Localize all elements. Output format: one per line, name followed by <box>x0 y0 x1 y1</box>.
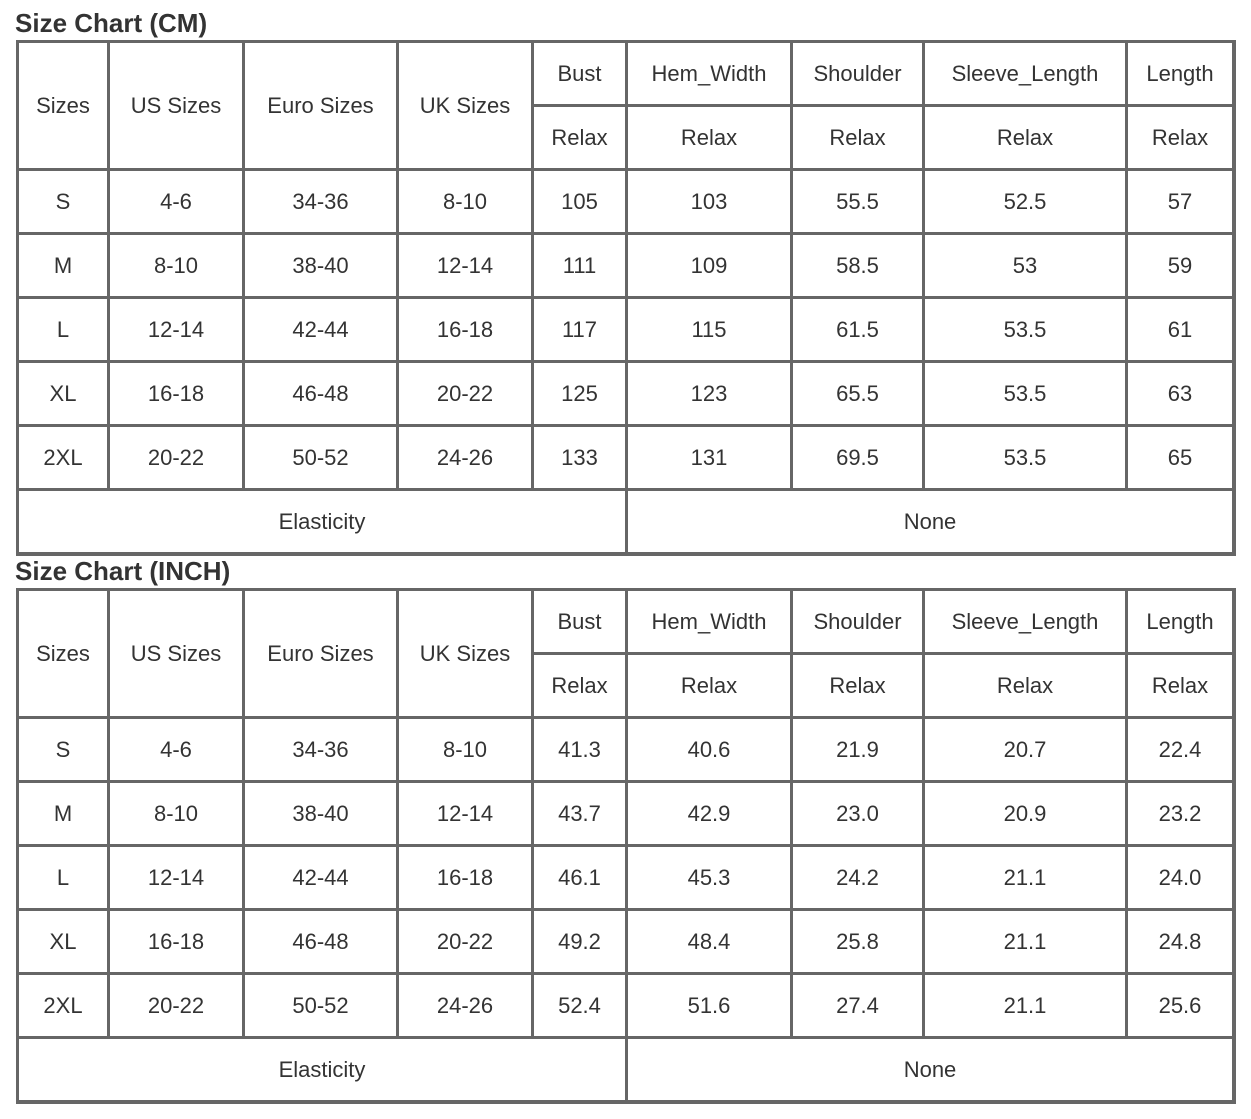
cell-sleeve-length: 20.9 <box>925 783 1128 847</box>
subheader-relax: Relax <box>925 655 1128 719</box>
cell-length: 63 <box>1128 363 1235 427</box>
header-bust: Bust <box>534 43 628 107</box>
cell-size: S <box>19 171 110 235</box>
header-sizes: Sizes <box>19 591 110 719</box>
cell-uk-size: 12-14 <box>399 783 534 847</box>
table-row <box>19 847 1235 911</box>
table-row <box>19 235 1235 299</box>
cell-length: 23.2 <box>1128 783 1235 847</box>
header-bust: Bust <box>534 591 628 655</box>
header-sleeve-length: Sleeve_Length <box>925 43 1128 107</box>
header-us-sizes: US Sizes <box>110 43 245 171</box>
cell-uk-size: 20-22 <box>399 911 534 975</box>
cell-uk-size: 16-18 <box>399 847 534 911</box>
elasticity-value: None <box>628 491 1235 555</box>
cell-euro-size: 42-44 <box>245 299 399 363</box>
cell-hem-width: 42.9 <box>628 783 793 847</box>
cell-sleeve-length: 21.1 <box>925 911 1128 975</box>
cell-hem-width: 115 <box>628 299 793 363</box>
header-length: Length <box>1128 43 1235 107</box>
cell-euro-size: 50-52 <box>245 427 399 491</box>
table-row <box>19 171 1235 235</box>
cell-shoulder: 25.8 <box>793 911 925 975</box>
header-shoulder: Shoulder <box>793 43 925 107</box>
header-euro-sizes: Euro Sizes <box>245 43 399 171</box>
size-chart-inch-table <box>16 588 1236 1104</box>
cell-uk-size: 24-26 <box>399 427 534 491</box>
cell-bust: 46.1 <box>534 847 628 911</box>
cell-us-size: 8-10 <box>110 235 245 299</box>
cell-size: L <box>19 847 110 911</box>
cell-hem-width: 45.3 <box>628 847 793 911</box>
cell-bust: 111 <box>534 235 628 299</box>
cell-size: 2XL <box>19 427 110 491</box>
cell-bust: 105 <box>534 171 628 235</box>
cell-euro-size: 50-52 <box>245 975 399 1039</box>
cell-sleeve-length: 53.5 <box>925 363 1128 427</box>
cell-size: 2XL <box>19 975 110 1039</box>
cell-us-size: 8-10 <box>110 783 245 847</box>
cell-length: 61 <box>1128 299 1235 363</box>
cell-euro-size: 42-44 <box>245 847 399 911</box>
table-footer-row <box>19 491 1235 555</box>
cell-length: 22.4 <box>1128 719 1235 783</box>
cell-sleeve-length: 52.5 <box>925 171 1128 235</box>
header-length: Length <box>1128 591 1235 655</box>
table-row <box>19 911 1235 975</box>
table-row <box>19 427 1235 491</box>
cell-sleeve-length: 20.7 <box>925 719 1128 783</box>
header-sleeve-length: Sleeve_Length <box>925 591 1128 655</box>
cell-sleeve-length: 53.5 <box>925 427 1128 491</box>
cell-euro-size: 38-40 <box>245 235 399 299</box>
subheader-relax: Relax <box>793 655 925 719</box>
table-header-row <box>19 43 1235 107</box>
cell-us-size: 16-18 <box>110 911 245 975</box>
cell-bust: 41.3 <box>534 719 628 783</box>
cell-us-size: 12-14 <box>110 847 245 911</box>
cell-shoulder: 23.0 <box>793 783 925 847</box>
cell-hem-width: 131 <box>628 427 793 491</box>
size-chart-cm-title: Size Chart (CM) <box>15 8 208 38</box>
subheader-relax: Relax <box>534 655 628 719</box>
cell-euro-size: 38-40 <box>245 783 399 847</box>
subheader-relax: Relax <box>534 107 628 171</box>
cell-sleeve-length: 53.5 <box>925 299 1128 363</box>
table-footer-row <box>19 1039 1235 1103</box>
cell-shoulder: 27.4 <box>793 975 925 1039</box>
cell-length: 57 <box>1128 171 1235 235</box>
cell-length: 24.8 <box>1128 911 1235 975</box>
header-uk-sizes: UK Sizes <box>399 43 534 171</box>
cell-uk-size: 16-18 <box>399 299 534 363</box>
cell-hem-width: 109 <box>628 235 793 299</box>
cell-size: L <box>19 299 110 363</box>
table-row <box>19 783 1235 847</box>
subheader-relax: Relax <box>628 107 793 171</box>
cell-bust: 133 <box>534 427 628 491</box>
table-row <box>19 299 1235 363</box>
cell-bust: 52.4 <box>534 975 628 1039</box>
cell-length: 65 <box>1128 427 1235 491</box>
cell-sleeve-length: 21.1 <box>925 975 1128 1039</box>
cell-shoulder: 24.2 <box>793 847 925 911</box>
subheader-relax: Relax <box>925 107 1128 171</box>
cell-size: S <box>19 719 110 783</box>
cell-shoulder: 55.5 <box>793 171 925 235</box>
cell-us-size: 4-6 <box>110 171 245 235</box>
cell-hem-width: 123 <box>628 363 793 427</box>
subheader-relax: Relax <box>628 655 793 719</box>
cell-us-size: 20-22 <box>110 975 245 1039</box>
cell-euro-size: 46-48 <box>245 911 399 975</box>
cell-hem-width: 103 <box>628 171 793 235</box>
cell-shoulder: 61.5 <box>793 299 925 363</box>
table-row <box>19 975 1235 1039</box>
cell-hem-width: 48.4 <box>628 911 793 975</box>
cell-uk-size: 8-10 <box>399 719 534 783</box>
cell-us-size: 16-18 <box>110 363 245 427</box>
cell-hem-width: 40.6 <box>628 719 793 783</box>
subheader-relax: Relax <box>1128 655 1235 719</box>
table-row <box>19 363 1235 427</box>
cell-uk-size: 12-14 <box>399 235 534 299</box>
table-header-row <box>19 591 1235 655</box>
cell-euro-size: 46-48 <box>245 363 399 427</box>
cell-us-size: 12-14 <box>110 299 245 363</box>
cell-us-size: 20-22 <box>110 427 245 491</box>
elasticity-label: Elasticity <box>19 491 628 555</box>
cell-sleeve-length: 21.1 <box>925 847 1128 911</box>
size-chart-cm-table <box>16 40 1236 556</box>
cell-euro-size: 34-36 <box>245 171 399 235</box>
header-sizes: Sizes <box>19 43 110 171</box>
header-uk-sizes: UK Sizes <box>399 591 534 719</box>
cell-uk-size: 20-22 <box>399 363 534 427</box>
cell-uk-size: 8-10 <box>399 171 534 235</box>
cell-us-size: 4-6 <box>110 719 245 783</box>
header-us-sizes: US Sizes <box>110 591 245 719</box>
cell-shoulder: 69.5 <box>793 427 925 491</box>
cell-uk-size: 24-26 <box>399 975 534 1039</box>
elasticity-label: Elasticity <box>19 1039 628 1103</box>
header-hem-width: Hem_Width <box>628 591 793 655</box>
cell-shoulder: 21.9 <box>793 719 925 783</box>
header-hem-width: Hem_Width <box>628 43 793 107</box>
table-row <box>19 719 1235 783</box>
cell-length: 25.6 <box>1128 975 1235 1039</box>
cell-shoulder: 65.5 <box>793 363 925 427</box>
elasticity-value: None <box>628 1039 1235 1103</box>
cell-size: XL <box>19 911 110 975</box>
subheader-relax: Relax <box>793 107 925 171</box>
cell-bust: 43.7 <box>534 783 628 847</box>
cell-size: M <box>19 783 110 847</box>
cell-euro-size: 34-36 <box>245 719 399 783</box>
header-euro-sizes: Euro Sizes <box>245 591 399 719</box>
cell-sleeve-length: 53 <box>925 235 1128 299</box>
subheader-relax: Relax <box>1128 107 1235 171</box>
cell-bust: 117 <box>534 299 628 363</box>
cell-hem-width: 51.6 <box>628 975 793 1039</box>
cell-bust: 125 <box>534 363 628 427</box>
cell-size: XL <box>19 363 110 427</box>
cell-length: 24.0 <box>1128 847 1235 911</box>
header-shoulder: Shoulder <box>793 591 925 655</box>
cell-length: 59 <box>1128 235 1235 299</box>
cell-bust: 49.2 <box>534 911 628 975</box>
cell-shoulder: 58.5 <box>793 235 925 299</box>
cell-size: M <box>19 235 110 299</box>
size-chart-inch-title: Size Chart (INCH) <box>15 556 231 586</box>
